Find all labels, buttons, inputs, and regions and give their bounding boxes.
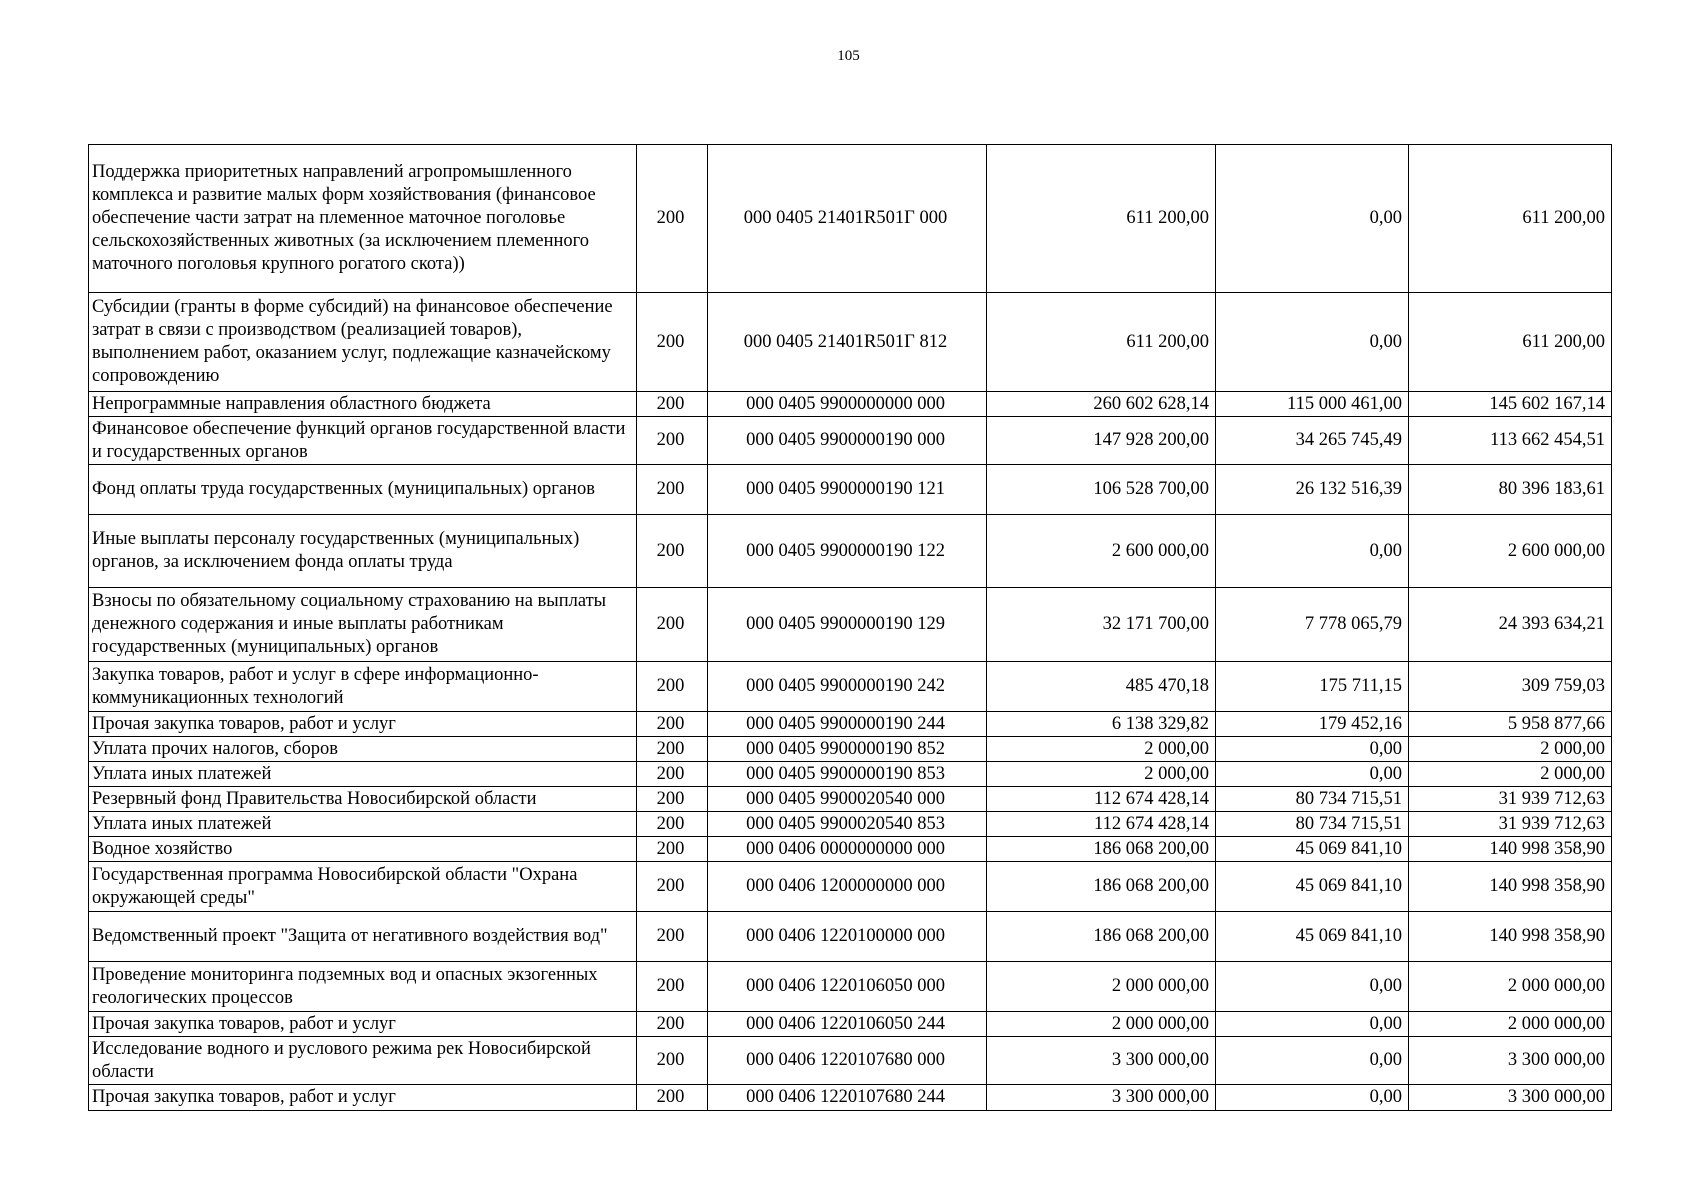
table-row <box>89 465 1612 515</box>
row-remaining-cell: 3 300 000,00 <box>1409 1085 1612 1111</box>
row-name-cell: Уплата прочих налогов, сборов <box>89 737 637 762</box>
table-row <box>89 762 1612 787</box>
row-code-cell: 200 <box>637 812 708 837</box>
row-name-cell: Взносы по обязательному социальному страхованию на выплаты денежного содержания и иные выплаты работникам государственных (муниципальных) органов <box>89 588 637 662</box>
row-kbk-cell: 000 0405 9900000190 000 <box>708 417 987 465</box>
row-executed-cell: 0,00 <box>1216 1037 1409 1085</box>
row-executed-cell: 45 069 841,10 <box>1216 862 1409 912</box>
table-row <box>89 392 1612 417</box>
row-code-cell: 200 <box>637 465 708 515</box>
row-executed-cell: 0,00 <box>1216 145 1409 293</box>
row-code-cell: 200 <box>637 1085 708 1111</box>
row-kbk-cell: 000 0406 1220107680 244 <box>708 1085 987 1111</box>
row-remaining-cell: 145 602 167,14 <box>1409 392 1612 417</box>
row-code-cell: 200 <box>637 787 708 812</box>
row-name-cell: Финансовое обеспечение функций органов государственной власти и государственных органов <box>89 417 637 465</box>
row-name-cell: Закупка товаров, работ и услуг в сфере информационно-коммуникационных технологий <box>89 662 637 712</box>
row-code-cell: 200 <box>637 837 708 862</box>
budget-table <box>88 144 1612 1111</box>
row-code-cell: 200 <box>637 392 708 417</box>
table-row <box>89 145 1612 293</box>
row-approved-cell: 2 000 000,00 <box>987 1012 1216 1037</box>
row-kbk-cell: 000 0406 0000000000 000 <box>708 837 987 862</box>
row-kbk-cell: 000 0405 9900000190 122 <box>708 515 987 588</box>
table-row <box>89 293 1612 392</box>
row-kbk-cell: 000 0405 9900000000 000 <box>708 392 987 417</box>
row-name-cell: Резервный фонд Правительства Новосибирской области <box>89 787 637 812</box>
row-remaining-cell: 611 200,00 <box>1409 293 1612 392</box>
row-approved-cell: 2 000,00 <box>987 762 1216 787</box>
row-name-cell: Непрограммные направления областного бюджета <box>89 392 637 417</box>
row-code-cell: 200 <box>637 417 708 465</box>
row-kbk-cell: 000 0406 1220100000 000 <box>708 912 987 962</box>
row-code-cell: 200 <box>637 145 708 293</box>
row-executed-cell: 0,00 <box>1216 1085 1409 1111</box>
table-row <box>89 1085 1612 1111</box>
table-row <box>89 712 1612 737</box>
table-row <box>89 912 1612 962</box>
table-row <box>89 515 1612 588</box>
row-name-cell: Водное хозяйство <box>89 837 637 862</box>
row-kbk-cell: 000 0405 9900020540 853 <box>708 812 987 837</box>
page-number: 105 <box>837 48 860 64</box>
row-executed-cell: 0,00 <box>1216 962 1409 1012</box>
row-approved-cell: 485 470,18 <box>987 662 1216 712</box>
row-code-cell: 200 <box>637 1037 708 1085</box>
table-row <box>89 662 1612 712</box>
table-row <box>89 962 1612 1012</box>
table-row <box>89 837 1612 862</box>
row-remaining-cell: 309 759,03 <box>1409 662 1612 712</box>
row-kbk-cell: 000 0406 1220107680 000 <box>708 1037 987 1085</box>
table-row <box>89 417 1612 465</box>
row-code-cell: 200 <box>637 1012 708 1037</box>
row-executed-cell: 0,00 <box>1216 293 1409 392</box>
row-name-cell: Исследование водного и руслового режима рек Новосибирской области <box>89 1037 637 1085</box>
row-approved-cell: 3 300 000,00 <box>987 1037 1216 1085</box>
table-row <box>89 1012 1612 1037</box>
row-name-cell: Прочая закупка товаров, работ и услуг <box>89 1012 637 1037</box>
row-remaining-cell: 611 200,00 <box>1409 145 1612 293</box>
row-approved-cell: 112 674 428,14 <box>987 812 1216 837</box>
row-approved-cell: 32 171 700,00 <box>987 588 1216 662</box>
row-approved-cell: 2 000,00 <box>987 737 1216 762</box>
row-approved-cell: 106 528 700,00 <box>987 465 1216 515</box>
row-remaining-cell: 113 662 454,51 <box>1409 417 1612 465</box>
row-approved-cell: 611 200,00 <box>987 145 1216 293</box>
row-code-cell: 200 <box>637 962 708 1012</box>
row-kbk-cell: 000 0405 9900000190 244 <box>708 712 987 737</box>
row-approved-cell: 6 138 329,82 <box>987 712 1216 737</box>
row-name-cell: Уплата иных платежей <box>89 812 637 837</box>
row-approved-cell: 2 600 000,00 <box>987 515 1216 588</box>
row-code-cell: 200 <box>637 712 708 737</box>
row-kbk-cell: 000 0405 9900000190 242 <box>708 662 987 712</box>
row-approved-cell: 3 300 000,00 <box>987 1085 1216 1111</box>
row-approved-cell: 611 200,00 <box>987 293 1216 392</box>
row-remaining-cell: 2 000 000,00 <box>1409 1012 1612 1037</box>
row-executed-cell: 7 778 065,79 <box>1216 588 1409 662</box>
table-row <box>89 862 1612 912</box>
row-remaining-cell: 5 958 877,66 <box>1409 712 1612 737</box>
row-name-cell: Субсидии (гранты в форме субсидий) на финансовое обеспечение затрат в связи с производством (реализацией товаров), выполнением работ, оказанием услуг, подлежащие казначейскому сопровождению <box>89 293 637 392</box>
row-remaining-cell: 2 600 000,00 <box>1409 515 1612 588</box>
row-approved-cell: 186 068 200,00 <box>987 912 1216 962</box>
table-row <box>89 787 1612 812</box>
row-executed-cell: 0,00 <box>1216 515 1409 588</box>
row-remaining-cell: 24 393 634,21 <box>1409 588 1612 662</box>
table-body <box>89 145 1612 1111</box>
row-name-cell: Поддержка приоритетных направлений агропромышленного комплекса и развитие малых форм хозяйствования (финансовое обеспечение части затрат на племенное маточное поголовье сельскохозяйственных животных (за исключением племенного маточного поголовья крупного рогатого скота)) <box>89 145 637 293</box>
row-remaining-cell: 80 396 183,61 <box>1409 465 1612 515</box>
row-code-cell: 200 <box>637 662 708 712</box>
table-row <box>89 737 1612 762</box>
table-row <box>89 1037 1612 1085</box>
row-executed-cell: 0,00 <box>1216 1012 1409 1037</box>
table-row <box>89 812 1612 837</box>
row-approved-cell: 147 928 200,00 <box>987 417 1216 465</box>
row-kbk-cell: 000 0406 1220106050 244 <box>708 1012 987 1037</box>
row-name-cell: Фонд оплаты труда государственных (муниципальных) органов <box>89 465 637 515</box>
row-code-cell: 200 <box>637 293 708 392</box>
row-name-cell: Иные выплаты персоналу государственных (муниципальных) органов, за исключением фонда оплаты труда <box>89 515 637 588</box>
row-executed-cell: 80 734 715,51 <box>1216 787 1409 812</box>
row-name-cell: Ведомственный проект "Защита от негативного воздействия вод" <box>89 912 637 962</box>
row-remaining-cell: 2 000,00 <box>1409 762 1612 787</box>
row-name-cell: Прочая закупка товаров, работ и услуг <box>89 712 637 737</box>
row-name-cell: Проведение мониторинга подземных вод и опасных экзогенных геологических процессов <box>89 962 637 1012</box>
row-executed-cell: 45 069 841,10 <box>1216 912 1409 962</box>
row-remaining-cell: 31 939 712,63 <box>1409 812 1612 837</box>
row-executed-cell: 34 265 745,49 <box>1216 417 1409 465</box>
row-executed-cell: 45 069 841,10 <box>1216 837 1409 862</box>
row-remaining-cell: 2 000,00 <box>1409 737 1612 762</box>
row-remaining-cell: 140 998 358,90 <box>1409 862 1612 912</box>
row-kbk-cell: 000 0405 9900020540 000 <box>708 787 987 812</box>
row-executed-cell: 175 711,15 <box>1216 662 1409 712</box>
row-code-cell: 200 <box>637 762 708 787</box>
row-name-cell: Государственная программа Новосибирской области "Охрана окружающей среды" <box>89 862 637 912</box>
row-approved-cell: 186 068 200,00 <box>987 837 1216 862</box>
row-remaining-cell: 2 000 000,00 <box>1409 962 1612 1012</box>
row-remaining-cell: 140 998 358,90 <box>1409 837 1612 862</box>
row-kbk-cell: 000 0405 21401R501Г 812 <box>708 293 987 392</box>
row-executed-cell: 115 000 461,00 <box>1216 392 1409 417</box>
row-approved-cell: 112 674 428,14 <box>987 787 1216 812</box>
row-kbk-cell: 000 0405 9900000190 852 <box>708 737 987 762</box>
row-name-cell: Прочая закупка товаров, работ и услуг <box>89 1085 637 1111</box>
row-kbk-cell: 000 0405 21401R501Г 000 <box>708 145 987 293</box>
row-code-cell: 200 <box>637 588 708 662</box>
row-executed-cell: 0,00 <box>1216 762 1409 787</box>
row-remaining-cell: 140 998 358,90 <box>1409 912 1612 962</box>
row-approved-cell: 260 602 628,14 <box>987 392 1216 417</box>
row-remaining-cell: 31 939 712,63 <box>1409 787 1612 812</box>
row-kbk-cell: 000 0405 9900000190 129 <box>708 588 987 662</box>
row-kbk-cell: 000 0406 1200000000 000 <box>708 862 987 912</box>
row-name-cell: Уплата иных платежей <box>89 762 637 787</box>
row-code-cell: 200 <box>637 737 708 762</box>
row-code-cell: 200 <box>637 912 708 962</box>
row-remaining-cell: 3 300 000,00 <box>1409 1037 1612 1085</box>
row-code-cell: 200 <box>637 515 708 588</box>
row-executed-cell: 179 452,16 <box>1216 712 1409 737</box>
table-row <box>89 588 1612 662</box>
row-approved-cell: 2 000 000,00 <box>987 962 1216 1012</box>
row-approved-cell: 186 068 200,00 <box>987 862 1216 912</box>
row-kbk-cell: 000 0405 9900000190 853 <box>708 762 987 787</box>
row-executed-cell: 80 734 715,51 <box>1216 812 1409 837</box>
row-code-cell: 200 <box>637 862 708 912</box>
row-executed-cell: 26 132 516,39 <box>1216 465 1409 515</box>
row-kbk-cell: 000 0406 1220106050 000 <box>708 962 987 1012</box>
row-kbk-cell: 000 0405 9900000190 121 <box>708 465 987 515</box>
row-executed-cell: 0,00 <box>1216 737 1409 762</box>
